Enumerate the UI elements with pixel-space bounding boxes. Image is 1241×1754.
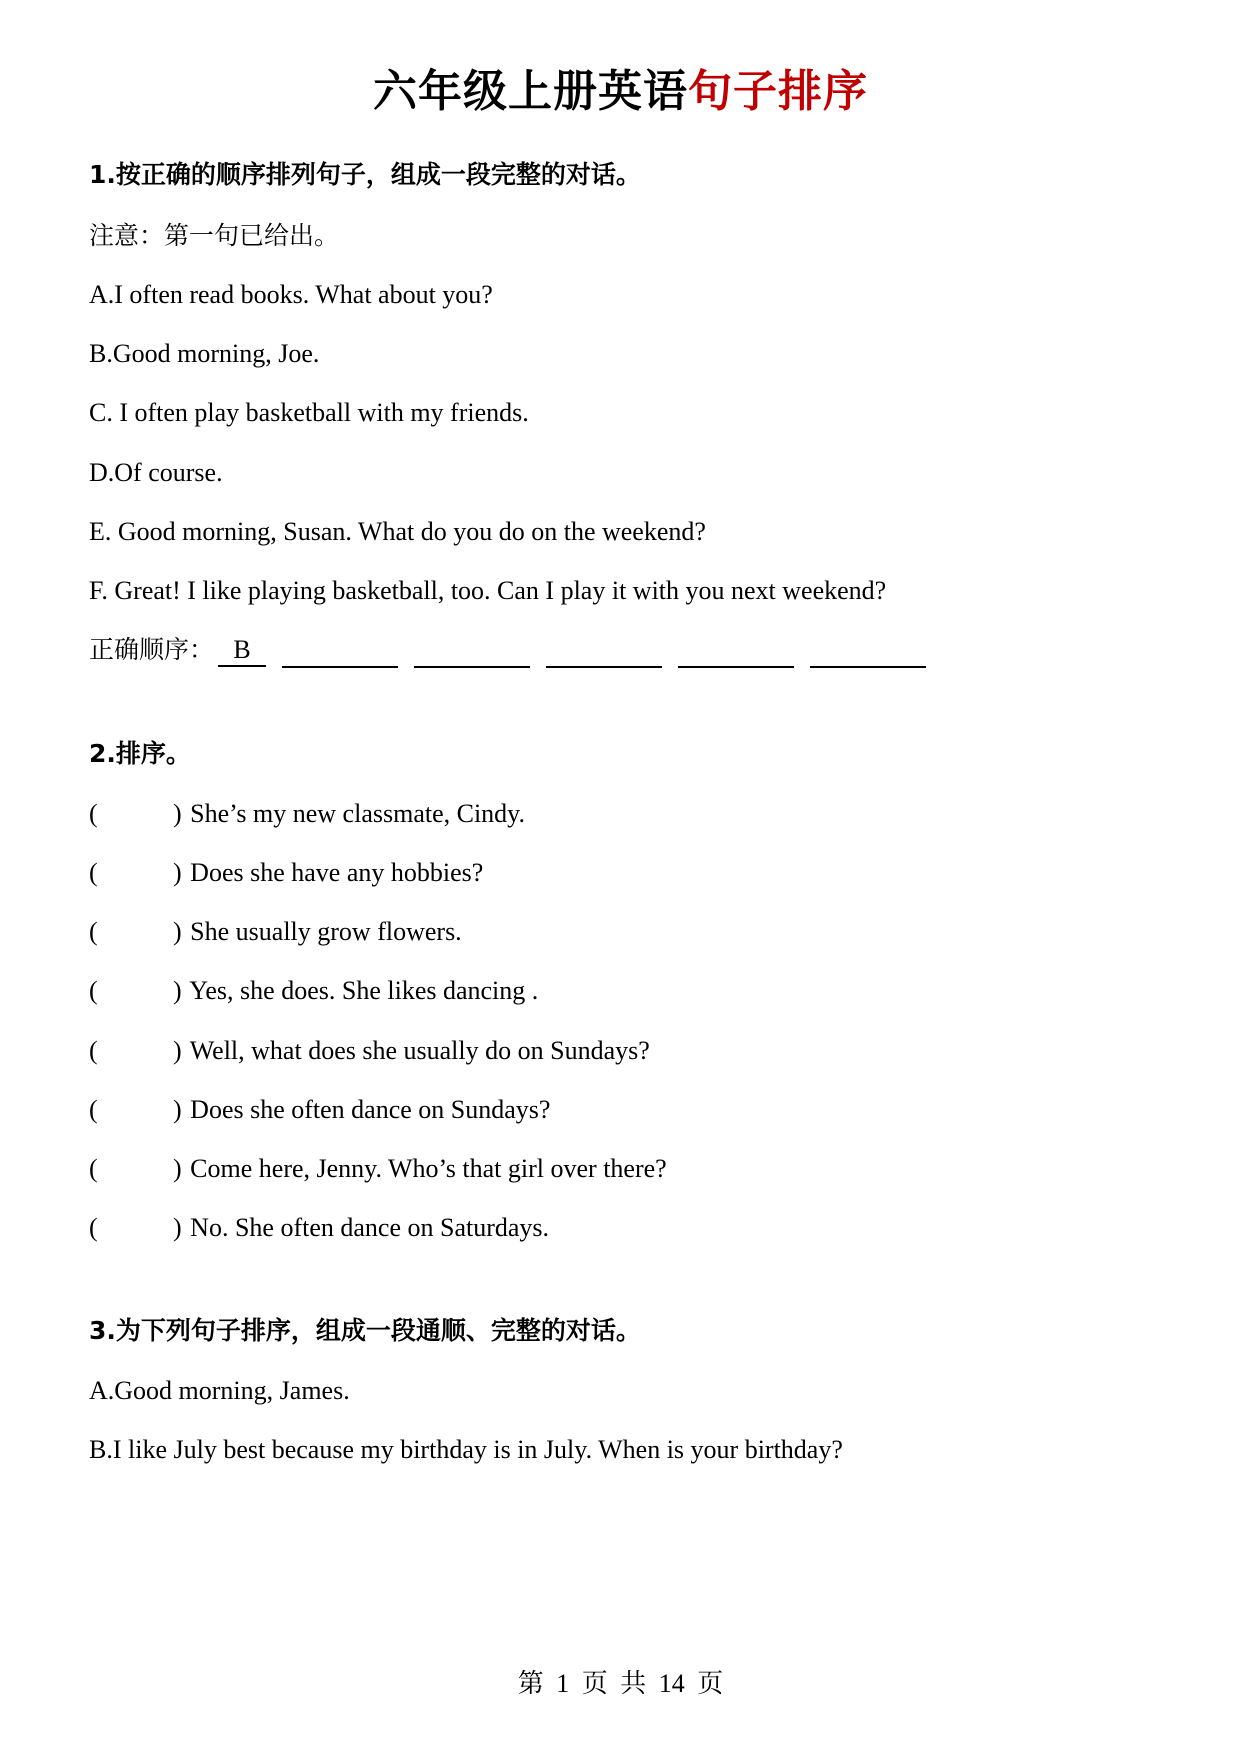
q2-heading: 2.排序。 xyxy=(89,739,191,768)
paren-blank[interactable]: ( xyxy=(89,799,98,828)
answer-label: 正确顺序： xyxy=(89,635,215,664)
paren-close: ) xyxy=(173,976,182,1005)
q1-answer-row xyxy=(89,632,942,668)
q1-option-a: A.I often read books. What about you? xyxy=(89,280,493,309)
q1-option-e: E. Good morning, Susan. What do you do on the weekend? xyxy=(89,517,706,546)
q2-item-text: Does she have any hobbies? xyxy=(190,858,484,887)
q2-item xyxy=(89,973,538,1009)
paren-close: ) xyxy=(173,858,182,887)
page-footer: 第 1 页 共 14 页 xyxy=(517,1669,724,1698)
paren-blank[interactable]: ( xyxy=(89,917,98,946)
answer-blank-2[interactable] xyxy=(414,636,530,668)
q1-option-f: F. Great! I like playing basketball, too. Can I play it with you next weekend? xyxy=(89,576,887,605)
answer-blank-4[interactable] xyxy=(678,636,794,668)
paren-blank[interactable]: ( xyxy=(89,1036,98,1065)
q2-item xyxy=(89,796,525,832)
q2-item-text: Does she often dance on Sundays? xyxy=(190,1095,551,1124)
paren-close: ) xyxy=(173,917,182,946)
paren-close: ) xyxy=(173,1213,182,1242)
q2-item xyxy=(89,855,483,891)
q3-heading: 3.为下列句子排序，组成一段通顺、完整的对话。 xyxy=(89,1316,641,1345)
answer-given: B xyxy=(218,635,266,667)
q2-item xyxy=(89,1210,549,1246)
paren-close: ) xyxy=(173,1095,182,1124)
answer-blank-3[interactable] xyxy=(546,636,662,668)
q2-item-text: She usually grow flowers. xyxy=(190,917,462,946)
page-title xyxy=(0,62,1241,122)
paren-blank[interactable]: ( xyxy=(89,1213,98,1242)
q1-heading: 1.按正确的顺序排列句子，组成一段完整的对话。 xyxy=(89,160,641,189)
q2-item-text: She’s my new classmate, Cindy. xyxy=(190,799,525,828)
answer-blank-5[interactable] xyxy=(810,636,926,668)
paren-blank[interactable]: ( xyxy=(89,1095,98,1124)
q2-item-text: Yes, she does. She likes dancing . xyxy=(189,976,539,1005)
title-red-part: 句子排序 xyxy=(688,66,868,117)
answer-blank-1[interactable] xyxy=(282,636,398,668)
paren-blank[interactable]: ( xyxy=(89,976,98,1005)
paren-blank[interactable]: ( xyxy=(89,1154,98,1183)
q2-item xyxy=(89,914,462,950)
q2-item-text: Well, what does she usually do on Sundays? xyxy=(189,1036,650,1065)
q1-option-b: B.Good morning, Joe. xyxy=(89,339,320,368)
q2-item xyxy=(89,1092,550,1128)
q1-note: 注意：第一句已给出。 xyxy=(89,221,340,250)
paren-close: ) xyxy=(173,799,182,828)
paren-close: ) xyxy=(173,1154,182,1183)
paren-close: ) xyxy=(173,1036,182,1065)
q2-item-text: No. She often dance on Saturdays. xyxy=(190,1213,550,1242)
q1-option-c: C. I often play basketball with my friends. xyxy=(89,398,529,427)
q2-item xyxy=(89,1151,667,1187)
q2-item-text: Come here, Jenny. Who’s that girl over there? xyxy=(190,1154,667,1183)
q3-option-b: B.I like July best because my birthday is in July. When is your birthday? xyxy=(89,1435,843,1464)
q3-option-a: A.Good morning, James. xyxy=(89,1376,350,1405)
q1-option-d: D.Of course. xyxy=(89,458,223,487)
title-black-part: 六年级上册英语 xyxy=(373,66,688,117)
paren-blank[interactable]: ( xyxy=(89,858,98,887)
q2-item xyxy=(89,1033,650,1069)
